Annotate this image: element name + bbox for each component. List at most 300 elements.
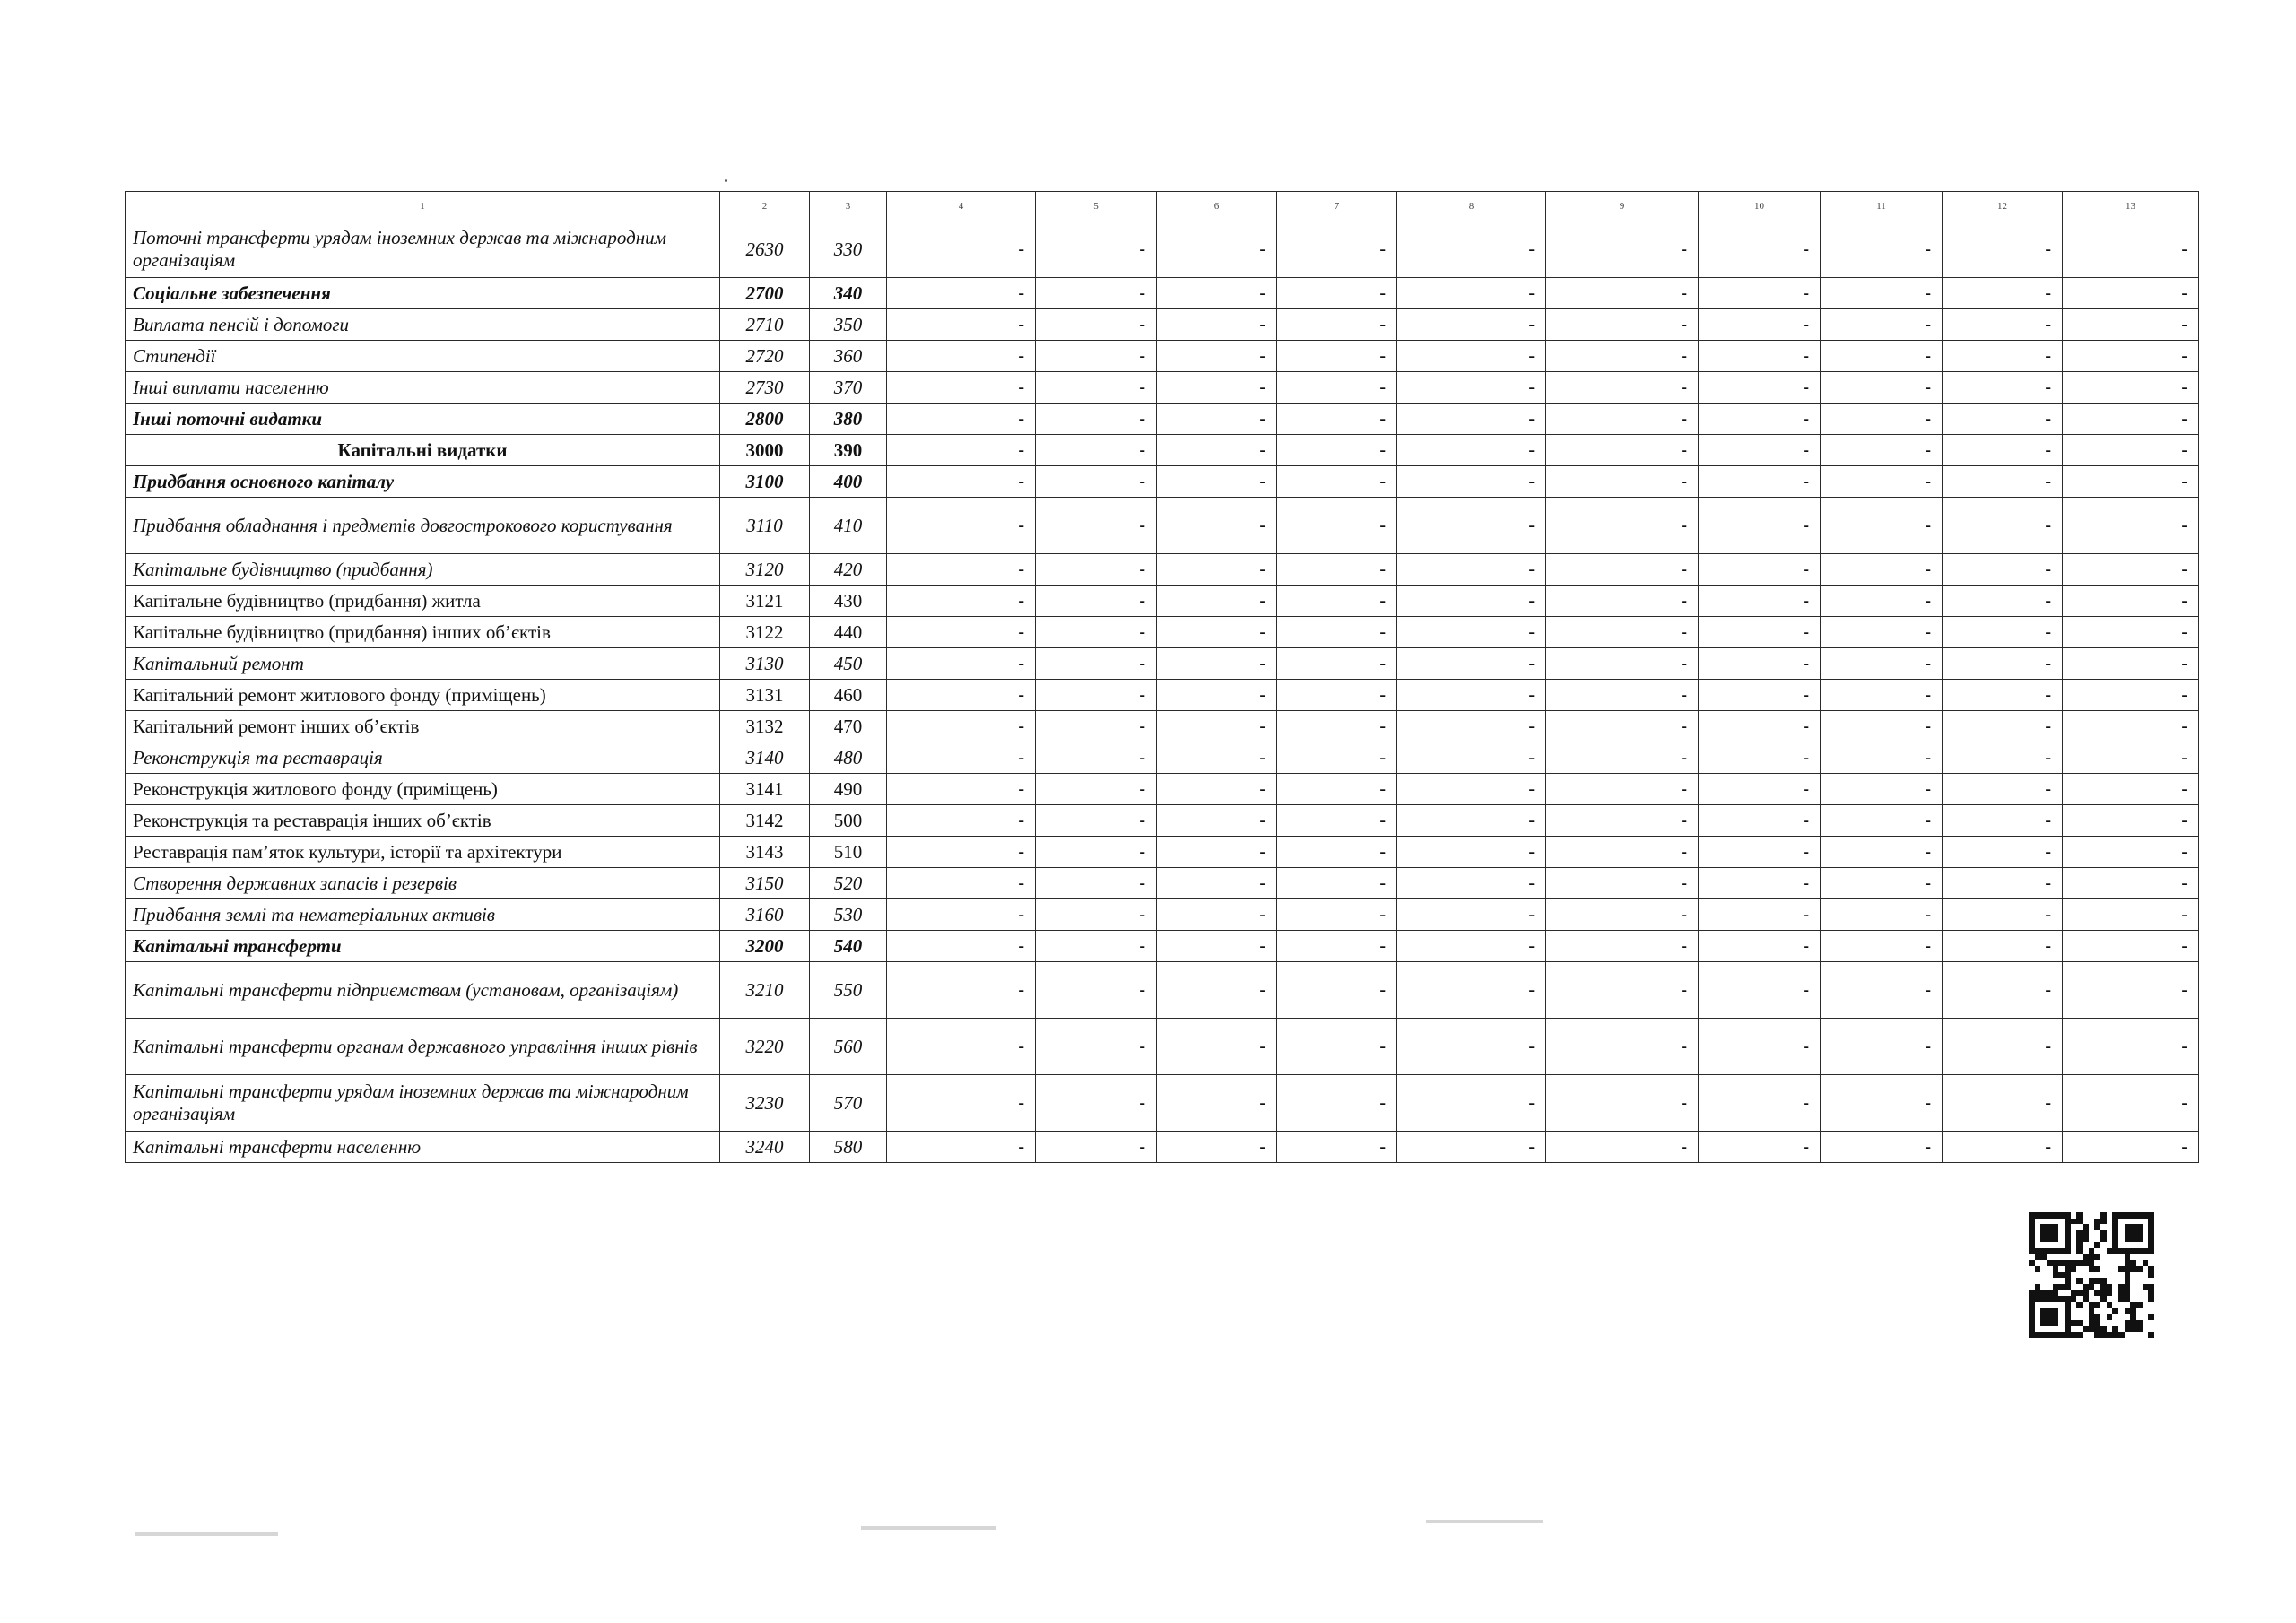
value-cell-col-10: - — [1699, 742, 1821, 774]
value-cell-col-5: - — [1036, 1132, 1157, 1163]
value-cell-col-8: - — [1397, 554, 1546, 586]
row-label: Капітальне будівництво (придбання) — [126, 554, 720, 586]
value-cell-col-12: - — [1943, 680, 2063, 711]
value-cell-col-7: - — [1277, 1132, 1397, 1163]
value-cell-col-7: - — [1277, 1075, 1397, 1132]
value-cell-col-8: - — [1397, 278, 1546, 309]
value-cell-col-9: - — [1546, 742, 1699, 774]
value-cell-col-5: - — [1036, 742, 1157, 774]
row-label: Придбання основного капіталу — [126, 466, 720, 498]
kekv-code: 3143 — [720, 837, 810, 868]
table-row — [126, 1019, 2199, 1075]
value-cell-col-12: - — [1943, 648, 2063, 680]
value-cell-col-4: - — [887, 1075, 1036, 1132]
value-cell-col-11: - — [1821, 711, 1943, 742]
kekv-code: 3160 — [720, 899, 810, 931]
table-row — [126, 899, 2199, 931]
value-cell-col-11: - — [1821, 899, 1943, 931]
value-cell-col-7: - — [1277, 1019, 1397, 1075]
kekv-code: 3140 — [720, 742, 810, 774]
value-cell-col-12: - — [1943, 774, 2063, 805]
value-cell-col-5: - — [1036, 931, 1157, 962]
row-number: 520 — [810, 868, 887, 899]
table-row — [126, 1132, 2199, 1163]
value-cell-col-4: - — [887, 617, 1036, 648]
row-number: 510 — [810, 837, 887, 868]
value-cell-col-5: - — [1036, 617, 1157, 648]
value-cell-col-10: - — [1699, 309, 1821, 341]
value-cell-col-6: - — [1157, 648, 1277, 680]
value-cell-col-8: - — [1397, 648, 1546, 680]
value-cell-col-10: - — [1699, 498, 1821, 554]
row-number: 460 — [810, 680, 887, 711]
kekv-code: 2800 — [720, 404, 810, 435]
value-cell-col-6: - — [1157, 554, 1277, 586]
value-cell-col-10: - — [1699, 837, 1821, 868]
value-cell-col-5: - — [1036, 899, 1157, 931]
value-cell-col-8: - — [1397, 868, 1546, 899]
value-cell-col-9: - — [1546, 962, 1699, 1019]
value-cell-col-4: - — [887, 221, 1036, 278]
value-cell-col-11: - — [1821, 774, 1943, 805]
value-cell-col-4: - — [887, 837, 1036, 868]
kekv-code: 3121 — [720, 586, 810, 617]
row-label: Соціальне забезпечення — [126, 278, 720, 309]
value-cell-col-13: - — [2063, 435, 2199, 466]
kekv-code: 3110 — [720, 498, 810, 554]
kekv-code: 3210 — [720, 962, 810, 1019]
value-cell-col-12: - — [1943, 341, 2063, 372]
value-cell-col-7: - — [1277, 742, 1397, 774]
column-number-10: 10 — [1699, 192, 1821, 221]
value-cell-col-11: - — [1821, 680, 1943, 711]
value-cell-col-9: - — [1546, 805, 1699, 837]
value-cell-col-7: - — [1277, 711, 1397, 742]
value-cell-col-9: - — [1546, 1132, 1699, 1163]
value-cell-col-4: - — [887, 554, 1036, 586]
value-cell-col-12: - — [1943, 962, 2063, 1019]
value-cell-col-9: - — [1546, 278, 1699, 309]
value-cell-col-9: - — [1546, 837, 1699, 868]
value-cell-col-9: - — [1546, 221, 1699, 278]
value-cell-col-11: - — [1821, 221, 1943, 278]
row-label: Капітальний ремонт інших об’єктів — [126, 711, 720, 742]
value-cell-col-9: - — [1546, 498, 1699, 554]
column-number-9: 9 — [1546, 192, 1699, 221]
value-cell-col-9: - — [1546, 931, 1699, 962]
table-row — [126, 554, 2199, 586]
value-cell-col-8: - — [1397, 742, 1546, 774]
column-number-4: 4 — [887, 192, 1036, 221]
table-row — [126, 742, 2199, 774]
value-cell-col-10: - — [1699, 774, 1821, 805]
row-number: 550 — [810, 962, 887, 1019]
kekv-code: 2700 — [720, 278, 810, 309]
table-row — [126, 435, 2199, 466]
value-cell-col-12: - — [1943, 404, 2063, 435]
table-row — [126, 711, 2199, 742]
value-cell-col-11: - — [1821, 372, 1943, 404]
row-number: 580 — [810, 1132, 887, 1163]
value-cell-col-10: - — [1699, 221, 1821, 278]
value-cell-col-8: - — [1397, 586, 1546, 617]
row-number: 570 — [810, 1075, 887, 1132]
value-cell-col-9: - — [1546, 404, 1699, 435]
value-cell-col-8: - — [1397, 931, 1546, 962]
value-cell-col-10: - — [1699, 617, 1821, 648]
row-label: Капітальні трансферти населенню — [126, 1132, 720, 1163]
row-label: Капітальні трансферти підприємствам (установам, організаціям) — [126, 962, 720, 1019]
value-cell-col-8: - — [1397, 372, 1546, 404]
footer-smudge — [1426, 1520, 1543, 1523]
kekv-code: 3141 — [720, 774, 810, 805]
value-cell-col-5: - — [1036, 868, 1157, 899]
row-number: 390 — [810, 435, 887, 466]
row-number: 340 — [810, 278, 887, 309]
value-cell-col-7: - — [1277, 586, 1397, 617]
row-label: Реконструкція та реставрація — [126, 742, 720, 774]
value-cell-col-11: - — [1821, 341, 1943, 372]
value-cell-col-11: - — [1821, 868, 1943, 899]
value-cell-col-4: - — [887, 742, 1036, 774]
value-cell-col-8: - — [1397, 498, 1546, 554]
value-cell-col-12: - — [1943, 1132, 2063, 1163]
value-cell-col-8: - — [1397, 466, 1546, 498]
value-cell-col-7: - — [1277, 805, 1397, 837]
table-row — [126, 221, 2199, 278]
row-label: Капітальні трансферти органам державного управління інших рівнів — [126, 1019, 720, 1075]
value-cell-col-6: - — [1157, 774, 1277, 805]
value-cell-col-13: - — [2063, 774, 2199, 805]
value-cell-col-13: - — [2063, 617, 2199, 648]
value-cell-col-8: - — [1397, 617, 1546, 648]
kekv-code: 3000 — [720, 435, 810, 466]
row-label: Реконструкція житлового фонду (приміщень) — [126, 774, 720, 805]
value-cell-col-6: - — [1157, 309, 1277, 341]
table-row — [126, 962, 2199, 1019]
value-cell-col-10: - — [1699, 868, 1821, 899]
value-cell-col-10: - — [1699, 711, 1821, 742]
value-cell-col-13: - — [2063, 309, 2199, 341]
table-row — [126, 498, 2199, 554]
value-cell-col-5: - — [1036, 711, 1157, 742]
value-cell-col-12: - — [1943, 498, 2063, 554]
value-cell-col-9: - — [1546, 711, 1699, 742]
value-cell-col-6: - — [1157, 837, 1277, 868]
value-cell-col-10: - — [1699, 1019, 1821, 1075]
row-label: Придбання землі та нематеріальних активів — [126, 899, 720, 931]
row-label: Створення державних запасів і резервів — [126, 868, 720, 899]
row-label: Капітальне будівництво (придбання) житла — [126, 586, 720, 617]
row-number: 410 — [810, 498, 887, 554]
footer-smudge — [861, 1526, 996, 1530]
kekv-code: 2710 — [720, 309, 810, 341]
value-cell-col-10: - — [1699, 805, 1821, 837]
kekv-code: 3142 — [720, 805, 810, 837]
value-cell-col-7: - — [1277, 372, 1397, 404]
value-cell-col-9: - — [1546, 868, 1699, 899]
expenditure-table — [125, 191, 2199, 1163]
value-cell-col-13: - — [2063, 586, 2199, 617]
column-number-2: 2 — [720, 192, 810, 221]
table-row — [126, 309, 2199, 341]
table-row — [126, 774, 2199, 805]
value-cell-col-6: - — [1157, 680, 1277, 711]
kekv-code: 3130 — [720, 648, 810, 680]
value-cell-col-12: - — [1943, 805, 2063, 837]
row-number: 420 — [810, 554, 887, 586]
value-cell-col-7: - — [1277, 868, 1397, 899]
value-cell-col-12: - — [1943, 742, 2063, 774]
value-cell-col-6: - — [1157, 931, 1277, 962]
value-cell-col-4: - — [887, 341, 1036, 372]
value-cell-col-6: - — [1157, 466, 1277, 498]
value-cell-col-6: - — [1157, 586, 1277, 617]
value-cell-col-4: - — [887, 711, 1036, 742]
value-cell-col-12: - — [1943, 221, 2063, 278]
row-number: 470 — [810, 711, 887, 742]
value-cell-col-5: - — [1036, 680, 1157, 711]
value-cell-col-11: - — [1821, 498, 1943, 554]
value-cell-col-11: - — [1821, 1019, 1943, 1075]
value-cell-col-13: - — [2063, 868, 2199, 899]
value-cell-col-7: - — [1277, 774, 1397, 805]
value-cell-col-12: - — [1943, 586, 2063, 617]
value-cell-col-5: - — [1036, 1075, 1157, 1132]
row-number: 330 — [810, 221, 887, 278]
value-cell-col-8: - — [1397, 711, 1546, 742]
value-cell-col-13: - — [2063, 1075, 2199, 1132]
value-cell-col-6: - — [1157, 899, 1277, 931]
value-cell-col-9: - — [1546, 554, 1699, 586]
row-number: 430 — [810, 586, 887, 617]
value-cell-col-4: - — [887, 404, 1036, 435]
value-cell-col-4: - — [887, 278, 1036, 309]
value-cell-col-11: - — [1821, 742, 1943, 774]
column-number-8: 8 — [1397, 192, 1546, 221]
value-cell-col-11: - — [1821, 1132, 1943, 1163]
value-cell-col-7: - — [1277, 899, 1397, 931]
value-cell-col-11: - — [1821, 648, 1943, 680]
column-number-1: 1 — [126, 192, 720, 221]
row-label: Реставрація пам’яток культури, історії та архітектури — [126, 837, 720, 868]
value-cell-col-13: - — [2063, 341, 2199, 372]
value-cell-col-11: - — [1821, 1075, 1943, 1132]
value-cell-col-5: - — [1036, 498, 1157, 554]
value-cell-col-9: - — [1546, 1075, 1699, 1132]
row-label: Капітальні трансферти — [126, 931, 720, 962]
value-cell-col-8: - — [1397, 837, 1546, 868]
row-number: 560 — [810, 1019, 887, 1075]
row-label: Капітальні видатки — [126, 435, 720, 466]
row-label: Капітальний ремонт житлового фонду (приміщень) — [126, 680, 720, 711]
value-cell-col-9: - — [1546, 372, 1699, 404]
kekv-code: 3132 — [720, 711, 810, 742]
value-cell-col-6: - — [1157, 805, 1277, 837]
footer-smudge — [135, 1532, 278, 1536]
value-cell-col-13: - — [2063, 805, 2199, 837]
scan-dot — [725, 179, 727, 182]
value-cell-col-4: - — [887, 648, 1036, 680]
value-cell-col-8: - — [1397, 899, 1546, 931]
value-cell-col-12: - — [1943, 617, 2063, 648]
value-cell-col-13: - — [2063, 554, 2199, 586]
value-cell-col-9: - — [1546, 466, 1699, 498]
value-cell-col-4: - — [887, 1132, 1036, 1163]
value-cell-col-7: - — [1277, 617, 1397, 648]
value-cell-col-13: - — [2063, 372, 2199, 404]
row-number: 540 — [810, 931, 887, 962]
kekv-code: 3150 — [720, 868, 810, 899]
value-cell-col-4: - — [887, 309, 1036, 341]
column-number-3: 3 — [810, 192, 887, 221]
value-cell-col-7: - — [1277, 554, 1397, 586]
value-cell-col-12: - — [1943, 435, 2063, 466]
value-cell-col-12: - — [1943, 554, 2063, 586]
row-number: 440 — [810, 617, 887, 648]
table-row — [126, 680, 2199, 711]
value-cell-col-4: - — [887, 586, 1036, 617]
value-cell-col-8: - — [1397, 774, 1546, 805]
row-number: 400 — [810, 466, 887, 498]
table-row — [126, 1075, 2199, 1132]
value-cell-col-9: - — [1546, 899, 1699, 931]
row-label: Капітальне будівництво (придбання) інших об’єктів — [126, 617, 720, 648]
value-cell-col-11: - — [1821, 617, 1943, 648]
value-cell-col-13: - — [2063, 648, 2199, 680]
row-number: 360 — [810, 341, 887, 372]
value-cell-col-10: - — [1699, 680, 1821, 711]
value-cell-col-4: - — [887, 962, 1036, 1019]
value-cell-col-7: - — [1277, 404, 1397, 435]
value-cell-col-8: - — [1397, 1019, 1546, 1075]
value-cell-col-10: - — [1699, 372, 1821, 404]
value-cell-col-5: - — [1036, 962, 1157, 1019]
value-cell-col-6: - — [1157, 711, 1277, 742]
value-cell-col-7: - — [1277, 278, 1397, 309]
value-cell-col-7: - — [1277, 466, 1397, 498]
value-cell-col-13: - — [2063, 1132, 2199, 1163]
value-cell-col-10: - — [1699, 962, 1821, 1019]
value-cell-col-9: - — [1546, 435, 1699, 466]
value-cell-col-8: - — [1397, 309, 1546, 341]
value-cell-col-13: - — [2063, 899, 2199, 931]
value-cell-col-5: - — [1036, 648, 1157, 680]
value-cell-col-8: - — [1397, 805, 1546, 837]
value-cell-col-5: - — [1036, 404, 1157, 435]
value-cell-col-4: - — [887, 372, 1036, 404]
value-cell-col-6: - — [1157, 742, 1277, 774]
kekv-code: 2730 — [720, 372, 810, 404]
kekv-code: 3122 — [720, 617, 810, 648]
value-cell-col-5: - — [1036, 805, 1157, 837]
value-cell-col-6: - — [1157, 341, 1277, 372]
kekv-code: 3120 — [720, 554, 810, 586]
value-cell-col-9: - — [1546, 1019, 1699, 1075]
value-cell-col-7: - — [1277, 341, 1397, 372]
row-number: 350 — [810, 309, 887, 341]
value-cell-col-6: - — [1157, 278, 1277, 309]
value-cell-col-11: - — [1821, 962, 1943, 1019]
column-number-6: 6 — [1157, 192, 1277, 221]
row-number: 490 — [810, 774, 887, 805]
column-number-11: 11 — [1821, 192, 1943, 221]
value-cell-col-4: - — [887, 498, 1036, 554]
value-cell-col-5: - — [1036, 586, 1157, 617]
value-cell-col-11: - — [1821, 931, 1943, 962]
value-cell-col-6: - — [1157, 962, 1277, 1019]
value-cell-col-9: - — [1546, 617, 1699, 648]
value-cell-col-9: - — [1546, 680, 1699, 711]
value-cell-col-13: - — [2063, 680, 2199, 711]
kekv-code: 3100 — [720, 466, 810, 498]
value-cell-col-6: - — [1157, 372, 1277, 404]
row-label: Інші поточні видатки — [126, 404, 720, 435]
table-row — [126, 648, 2199, 680]
value-cell-col-13: - — [2063, 278, 2199, 309]
value-cell-col-9: - — [1546, 341, 1699, 372]
value-cell-col-10: - — [1699, 586, 1821, 617]
value-cell-col-5: - — [1036, 341, 1157, 372]
value-cell-col-12: - — [1943, 466, 2063, 498]
column-number-12: 12 — [1943, 192, 2063, 221]
value-cell-col-12: - — [1943, 899, 2063, 931]
value-cell-col-11: - — [1821, 805, 1943, 837]
kekv-code: 2720 — [720, 341, 810, 372]
value-cell-col-10: - — [1699, 466, 1821, 498]
value-cell-col-13: - — [2063, 742, 2199, 774]
value-cell-col-7: - — [1277, 221, 1397, 278]
value-cell-col-11: - — [1821, 309, 1943, 341]
value-cell-col-7: - — [1277, 435, 1397, 466]
value-cell-col-10: - — [1699, 1075, 1821, 1132]
value-cell-col-5: - — [1036, 1019, 1157, 1075]
row-number: 370 — [810, 372, 887, 404]
table-row — [126, 805, 2199, 837]
value-cell-col-13: - — [2063, 498, 2199, 554]
value-cell-col-8: - — [1397, 680, 1546, 711]
value-cell-col-8: - — [1397, 341, 1546, 372]
value-cell-col-13: - — [2063, 466, 2199, 498]
value-cell-col-8: - — [1397, 435, 1546, 466]
value-cell-col-11: - — [1821, 837, 1943, 868]
value-cell-col-5: - — [1036, 466, 1157, 498]
value-cell-col-4: - — [887, 868, 1036, 899]
value-cell-col-13: - — [2063, 931, 2199, 962]
row-label: Капітальні трансферти урядам іноземних держав та міжнародним організаціям — [126, 1075, 720, 1132]
table-row — [126, 404, 2199, 435]
table-row — [126, 341, 2199, 372]
row-label: Поточні трансферти урядам іноземних держав та міжнародним організаціям — [126, 221, 720, 278]
value-cell-col-6: - — [1157, 435, 1277, 466]
row-number: 380 — [810, 404, 887, 435]
kekv-code: 3200 — [720, 931, 810, 962]
column-number-row — [126, 192, 2199, 221]
value-cell-col-5: - — [1036, 372, 1157, 404]
value-cell-col-13: - — [2063, 962, 2199, 1019]
value-cell-col-10: - — [1699, 899, 1821, 931]
value-cell-col-7: - — [1277, 309, 1397, 341]
value-cell-col-10: - — [1699, 1132, 1821, 1163]
value-cell-col-4: - — [887, 931, 1036, 962]
row-label: Інші виплати населенню — [126, 372, 720, 404]
kekv-code: 3230 — [720, 1075, 810, 1132]
value-cell-col-8: - — [1397, 404, 1546, 435]
row-number: 480 — [810, 742, 887, 774]
value-cell-col-6: - — [1157, 617, 1277, 648]
value-cell-col-6: - — [1157, 1075, 1277, 1132]
row-number: 500 — [810, 805, 887, 837]
